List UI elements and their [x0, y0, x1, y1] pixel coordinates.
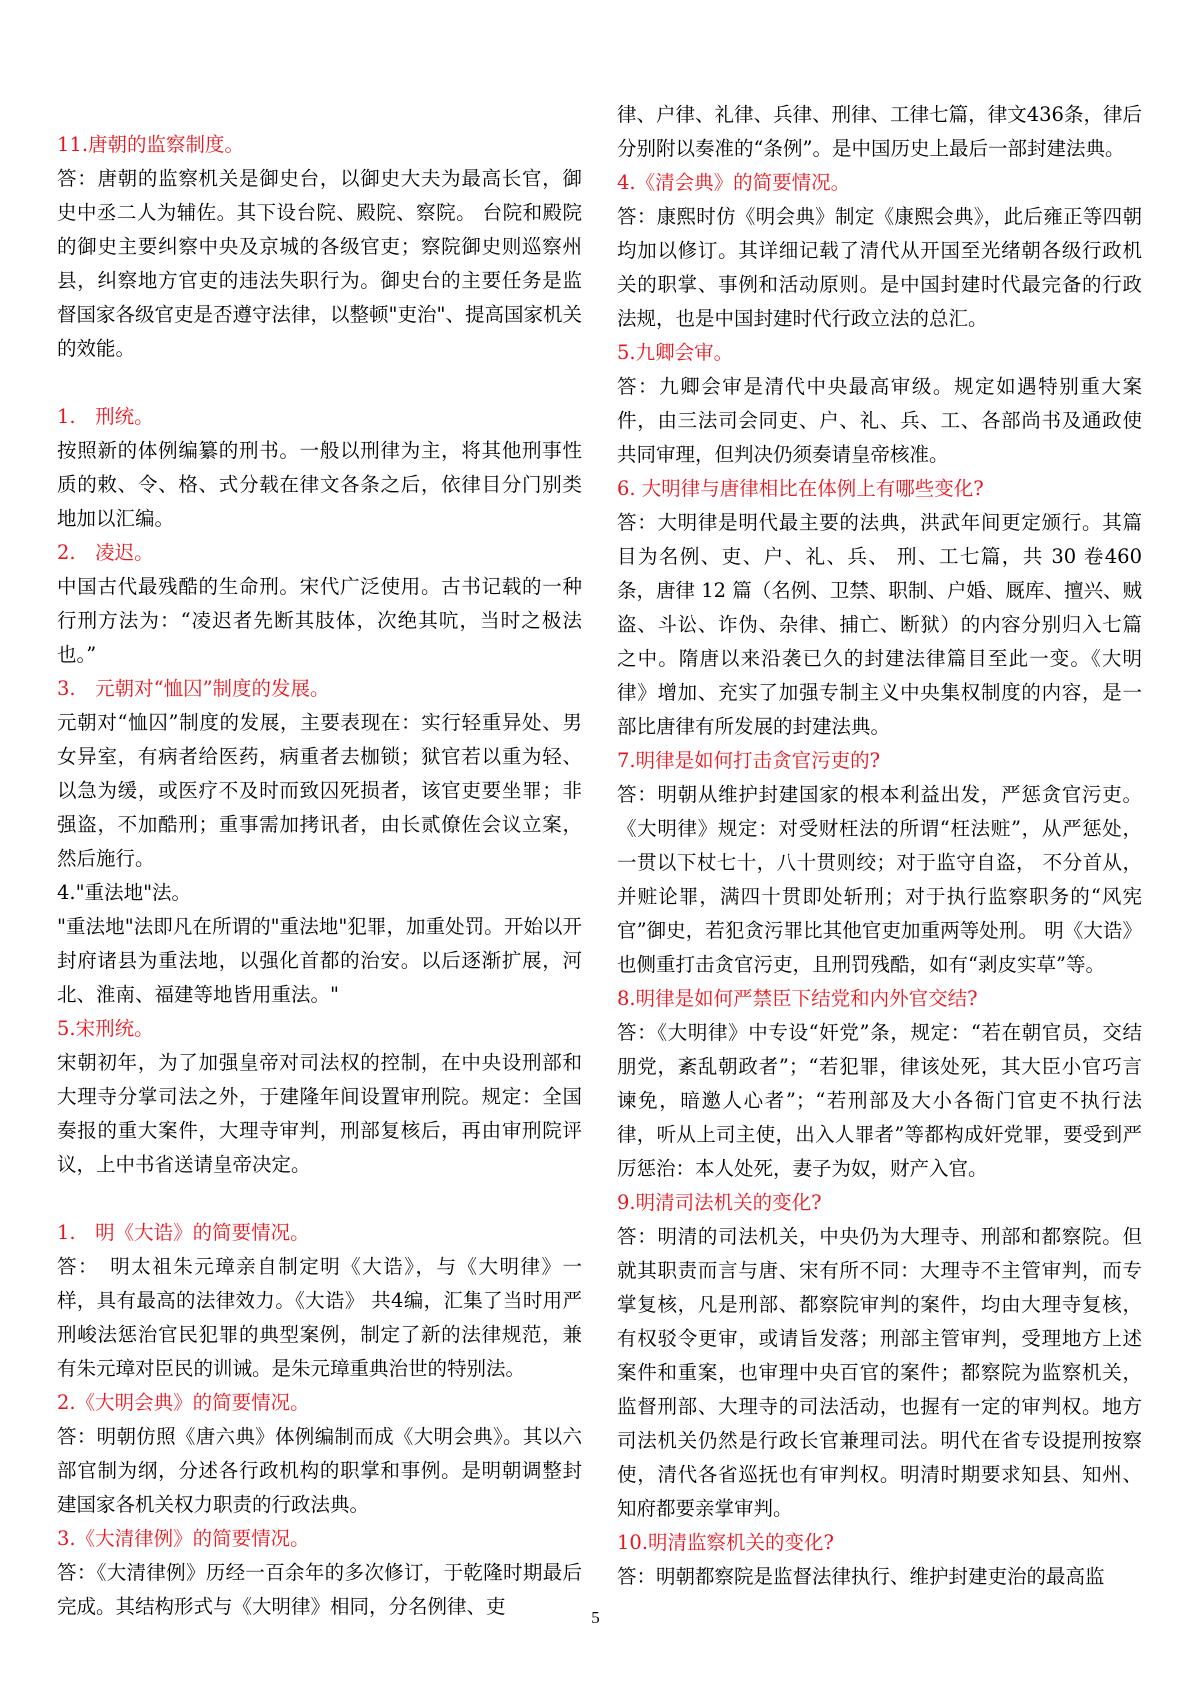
section-heading: 11.唐朝的监察制度。 — [57, 133, 245, 156]
section-heading: 4.《清会典》的简要情况。 — [617, 171, 851, 194]
section-heading: 7.明律是如何打击贪官污吏的? — [617, 749, 881, 772]
body-paragraph: 答：唐朝的监察机关是御史台，以御史大夫为最高长官，御史中丞二人为辅佐。其下设台院、殿院、察院。 台院和殿院的御史主要纠察中央及京城的各级官吏；察院御史则巡察州县，纠察地方官吏的违法失职行为。御史台的主要任务是监督国家各级官吏是否遵守法律，以整顿"吏治"、提高国家机关的效能。 — [57, 167, 582, 360]
body-paragraph: 中国古代最残酷的生命刑。宋代广泛使用。古书记载的一种行刑方法为：“凌迟者先断其肢体，次绝其吭，当时之极法也。” — [57, 575, 582, 666]
paragraph-spacer — [57, 366, 582, 400]
body-paragraph: 答：明清的司法机关，中央仍为大理寺、刑部和都察院。但就其职责而言与唐、宋有所不同：大理寺不主管审判，而专掌复核，凡是刑部、都察院审判的案件，均由大理寺复核，有权驳令更审，或请旨发落；刑部主管审判，受理地方上述案件和重案，也审理中央百官的案件；都察院为监察机关，监督刑部、大理寺的司法活动，也握有一定的审判权。地方司法机关仍然是行政长官兼理司法。明代在省专设提刑按察使，清代各省巡抚也有审判权。明清时期要求知县、知州、知府都要亲掌审判。 — [617, 1225, 1142, 1520]
body-paragraph: 答：明朝从维护封建国家的根本利益出发，严惩贪官污吏。《大明律》规定：对受财枉法的所谓“枉法赃”，从严惩处，一贯以下杖七十，八十贯则绞；对于监守自盗， 不分首从，并赃论罪，满四十贯即处斩刑；对于执行监察职务的“风宪官”御史，若犯贪污罪比其他官吏加重两等处刑。 明《大诰》也侧重打击贪官污吏，且刑罚残酷，如有“剥皮实草”等。 — [617, 783, 1142, 976]
section-heading: 9.明清司法机关的变化? — [617, 1191, 822, 1214]
body-paragraph: 答：九卿会审是清代中央最高审级。规定如遇特别重大案件，由三法司会同吏、户、礼、兵、工、各部尚书及通政使共同审理，但判决仍须奏请皇帝核准。 — [617, 375, 1142, 466]
body-paragraph: 答：大明律是明代最主要的法典，洪武年间更定颁行。其篇目为名例、吏、户、礼、兵、 刑、工七篇，共 30 卷460 条，唐律 12 篇（名例、卫禁、职制、户婚、厩库、擅兴、贼盗、斗讼、诈伪、杂律、捕亡、断狱）的内容分别归入七篇之中。隋唐以来沿袭已久的封建法律篇目至此一变。《大明律》增加、充实了加强专制主义中央集权制度的内容，是一部比唐律有所发展的封建法典。 — [617, 511, 1142, 738]
paragraph-spacer — [57, 1182, 582, 1216]
section-heading: 5.九卿会审。 — [617, 341, 734, 364]
page-number: 5 — [591, 1608, 600, 1627]
body-paragraph: 答： 明太祖朱元璋亲自制定明《大诰》，与《大明律》一样，具有最高的法律效力。《大诰》 共4编，汇集了当时用严刑峻法惩治官民犯罪的典型案例，制定了新的法律规范，兼有朱元璋对臣民的训诫。是朱元璋重典治世的特别法。 — [57, 1255, 582, 1380]
body-paragraph: 元朝对“恤囚”制度的发展，主要表现在：实行轻重异处、男女异室，有病者给医药，病重者去枷锁；狱官若以重为轻、以急为缓，或医疗不及时而致囚死损者，该官吏要坐罪；非强盗，不加酷刑；重事需加拷讯者，由长贰僚佐会议立案，然后施行。 — [57, 711, 582, 870]
section-heading: 8.明律是如何严禁臣下结党和内外官交结? — [617, 987, 978, 1010]
section-heading: 3. 元朝对“恤囚”制度的发展。 — [57, 677, 330, 700]
body-paragraph: 律、户律、礼律、兵律、刑律、工律七篇，律文436条，律后分别附以奏准的“条例”。是中国历史上最后一部封建法典。 — [617, 103, 1142, 160]
left-column — [57, 128, 582, 1624]
body-paragraph: 答：明朝仿照《唐六典》体例编制而成《大明会典》。其以六部官制为纲，分述各行政机构的职掌和事例。是明朝调整封建国家各机关权力职责的行政法典。 — [57, 1425, 582, 1516]
body-paragraph: 4."重法地"法。 — [57, 881, 192, 904]
section-heading: 2. 凌迟。 — [57, 541, 154, 564]
body-paragraph: 答：明朝都察院是监督法律执行、维护封建吏治的最高监 — [617, 1565, 1105, 1588]
section-heading: 5.宋刑统。 — [57, 1017, 154, 1040]
section-heading: 6. 大明律与唐律相比在体例上有哪些变化? — [617, 477, 984, 500]
section-heading: 1. 明《大诰》的简要情况。 — [57, 1221, 310, 1244]
section-heading: 2.《大明会典》的简要情况。 — [57, 1391, 310, 1414]
body-paragraph: 答：《大明律》中专设“奸党”条，规定：“若在朝官员，交结朋党，紊乱朝政者”；“若犯罪，律该处死，其大臣小官巧言谏免，暗邀人心者”；“若刑部及大小各衙门官吏不执行法律，听从上司主使，出入人罪者”等都构成奸党罪，要受到严厉惩治：本人处死，妻子为奴，财产入官。 — [617, 1021, 1142, 1180]
body-paragraph: "重法地"法即凡在所谓的"重法地"犯罪，加重处罚。开始以开封府诸县为重法地，以强化首都的治安。以后逐渐扩展，河北、淮南、福建等地皆用重法。" — [57, 915, 582, 1006]
body-paragraph: 答：《大清律例》历经一百余年的多次修订，于乾隆时期最后完成。其结构形式与《大明律》相同，分名例律、吏 — [57, 1561, 582, 1618]
body-paragraph: 答：康熙时仿《明会典》制定《康熙会典》，此后雍正等四朝均加以修订。其详细记载了清代从开国至光绪朝各级行政机关的职掌、事例和活动原则。是中国封建时代最完备的行政法规，也是中国封建时代行政立法的总汇。 — [617, 205, 1142, 330]
section-heading: 1. 刑统。 — [57, 405, 154, 428]
section-heading: 10.明清监察机关的变化? — [617, 1531, 834, 1554]
body-paragraph: 按照新的体例编纂的刑书。一般以刑律为主，将其他刑事性质的敕、令、格、式分载在律文各条之后，依律目分门别类地加以汇编。 — [57, 439, 582, 530]
right-column — [617, 98, 1142, 1594]
section-heading: 3.《大清律例》的简要情况。 — [57, 1527, 310, 1550]
body-paragraph: 宋朝初年，为了加强皇帝对司法权的控制，在中央设刑部和大理寺分掌司法之外，于建隆年间设置审刑院。规定：全国奏报的重大案件，大理寺审判，刑部复核后，再由审刑院评议，上中书省送请皇帝决定。 — [57, 1051, 582, 1176]
